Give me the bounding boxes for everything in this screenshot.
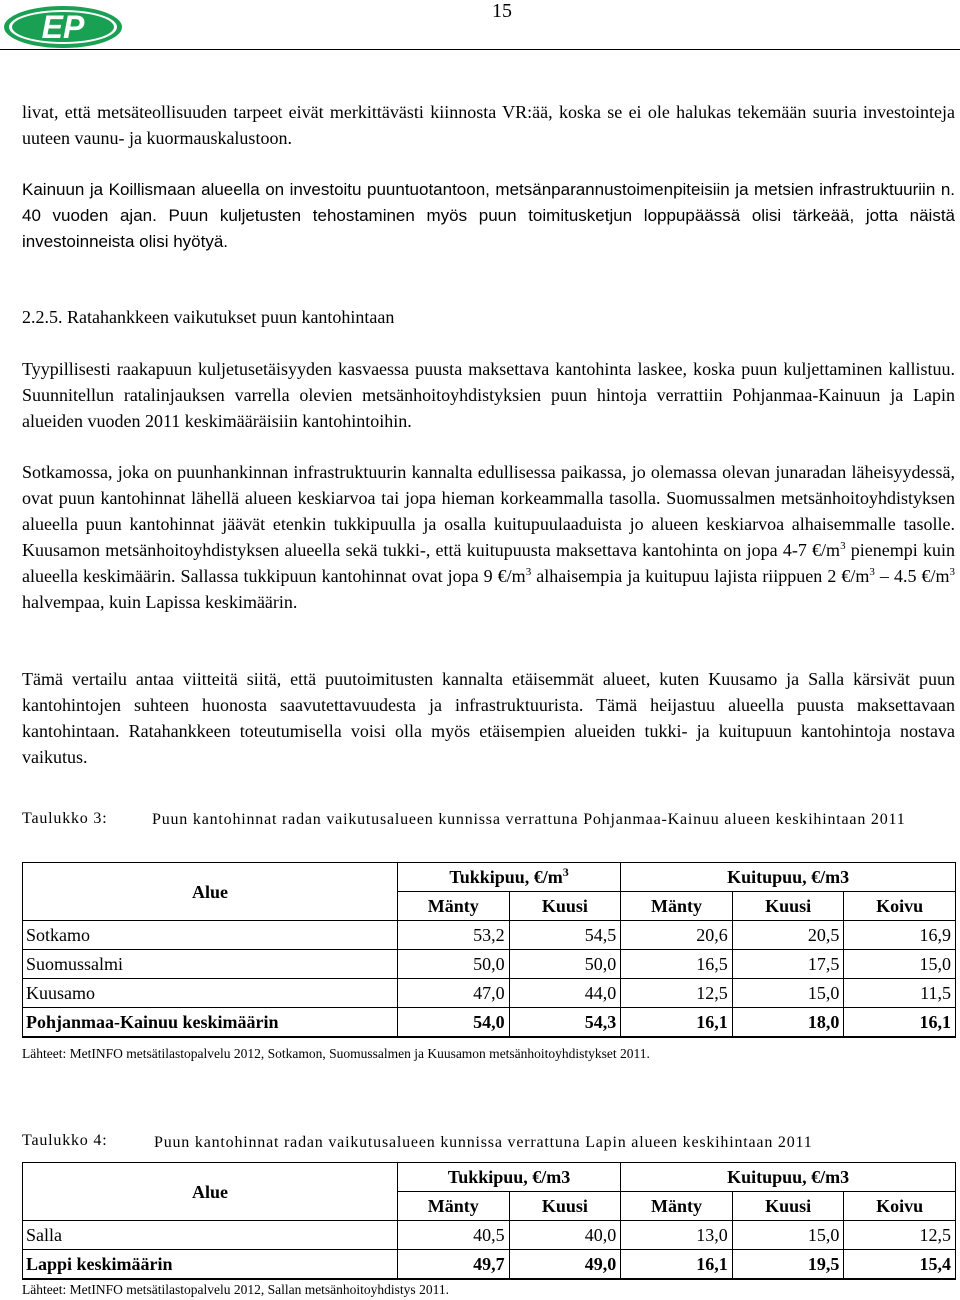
p4-text-3: alhaisempia ja kuitupuu lajista riippuen 2 €/m: [531, 566, 870, 586]
col-header-area: Alue: [23, 863, 398, 921]
p4-text-2: pienempi kuin alueella keskimäärin. Sallassa tukkipuun kantohinnat ovat jopa 9 €/m: [22, 540, 955, 586]
cell-value: 54,5: [509, 921, 621, 950]
table-row-average: [23, 1008, 956, 1038]
sub-manty: Mänty: [398, 892, 510, 921]
p4-sup-3: 3: [869, 566, 875, 578]
table-4-source: Lähteet: MetINFO metsätilastopalvelu 2012, Sallan metsänhoitoyhdistys 2011.: [22, 1282, 449, 1297]
sub-kuusi: Kuusi: [509, 1192, 621, 1221]
p4-text-5: halvempaa, kuin Lapissa keskimäärin.: [22, 592, 298, 612]
table-header-row: [23, 863, 956, 892]
table-row: [23, 979, 956, 1008]
cell-value: 16,1: [621, 1250, 733, 1280]
cell-value: 15,4: [844, 1250, 956, 1280]
paragraph-2-part-b: Puun kuljetusten tehostaminen myös puun toimitusketjun loppupäässä olisi tärkeää, jotta näistä investoinneista olisi hyötyä.: [22, 206, 955, 251]
sub-koivu: Koivu: [844, 1192, 956, 1221]
table-row: [23, 950, 956, 979]
cell-value: 49,0: [509, 1250, 621, 1280]
row-area: Pohjanmaa-Kainuu keskimäärin: [23, 1008, 398, 1038]
cell-value: 19,5: [732, 1250, 844, 1280]
cell-value: 54,3: [509, 1008, 621, 1038]
cell-value: 17,5: [732, 950, 844, 979]
p4-text-4: – 4.5 €/m: [874, 566, 950, 586]
cell-value: 40,5: [398, 1221, 510, 1250]
sub-kuusi: Kuusi: [509, 892, 621, 921]
table-3-label: Taulukko 3:: [22, 810, 108, 827]
table-4: [22, 1162, 956, 1280]
table-4-label: Taulukko 4:: [22, 1132, 108, 1149]
table-header-row: [23, 1163, 956, 1192]
cell-value: 16,9: [844, 921, 956, 950]
cell-value: 49,7: [398, 1250, 510, 1280]
paragraph-3: Tyypillisesti raakapuun kuljetusetäisyyden kasvaessa puusta maksettava kantohinta laskee, koska puun kuljettaminen kallistuu. Suunnitellun ratalinjauksen varrella olevien metsänhoitoyhdistyksien puun hintoja verrattiin Pohjanmaa-Kainuun ja Lapin alueiden vuoden 2011 keskimääräisiin kantohintoihin.: [22, 359, 955, 431]
cell-value: 47,0: [398, 979, 510, 1008]
col-group-tukkipuu: [398, 863, 621, 892]
cell-value: 20,6: [621, 921, 733, 950]
row-area: Sotkamo: [23, 921, 398, 950]
cell-value: 20,5: [732, 921, 844, 950]
ep-logo: [2, 2, 124, 50]
row-area: Salla: [23, 1221, 398, 1250]
p4-sup-2: 3: [525, 566, 532, 578]
cell-value: 11,5: [844, 979, 956, 1008]
cell-value: 15,0: [732, 1221, 844, 1250]
p4-text-1: Sotkamossa, joka on puunhankinnan infrastruktuurin kannalta edullisessa paikassa, jo olemassa olevan junaradan läheisyydessä, ovat puun kantohinnat lähellä alueen keskiarvoa tai jopa hieman korkeammalla tasolla. Suomussalmen metsänhoitoyhdistyksen alueella puun kantohinnat jäävät etenkin tukkipuulla ja osalla kuitupuulaaduista jo alueen keskiarvoa alhaisemmalle tasolle. Kuusamon metsänhoitoyhdistyksen alueella sekä tukki-, että kuitupuusta maksettava kantohinta on jopa 4-7 €/m: [22, 462, 955, 560]
sub-kuusi: Kuusi: [732, 892, 844, 921]
table-row: [23, 921, 956, 950]
paragraph-2: [22, 177, 955, 255]
cell-value: 50,0: [509, 950, 621, 979]
sub-koivu: Koivu: [844, 892, 956, 921]
p4-sup-4: 3: [949, 566, 956, 578]
sub-kuusi: Kuusi: [732, 1192, 844, 1221]
paragraph-1: livat, että metsäteollisuuden tarpeet eivät merkittävästi kiinnosta VR:ää, koska se ei ole halukas tekemään suuria investointeja uuteen vaunu- ja kuormauskalustoon.: [22, 102, 955, 148]
tukkipuu-sup: 3: [562, 865, 569, 879]
cell-value: 16,1: [844, 1008, 956, 1038]
paragraph-4: [22, 459, 955, 615]
col-header-area: Alue: [23, 1163, 398, 1221]
sub-manty: Mänty: [398, 1192, 510, 1221]
table-4-caption: Puun kantohinnat radan vaikutusalueen kunnissa verrattuna Lapin alueen keskihintaan 2011: [154, 1134, 813, 1151]
section-heading: 2.2.5. Ratahankkeen vaikutukset puun kantohintaan: [22, 307, 395, 327]
cell-value: 18,0: [732, 1008, 844, 1038]
cell-value: 15,0: [732, 979, 844, 1008]
table-3-caption: Puun kantohinnat radan vaikutusalueen kunnissa verrattuna Pohjanmaa-Kainuu alueen keskihintaan 2011: [152, 811, 906, 828]
cell-value: 13,0: [621, 1221, 733, 1250]
cell-value: 12,5: [844, 1221, 956, 1250]
cell-value: 40,0: [509, 1221, 621, 1250]
sub-manty: Mänty: [621, 892, 733, 921]
cell-value: 15,0: [844, 950, 956, 979]
cell-value: 44,0: [509, 979, 621, 1008]
cell-value: 16,1: [621, 1008, 733, 1038]
row-area: Suomussalmi: [23, 950, 398, 979]
page-number: 15: [492, 0, 512, 22]
col-group-kuitupuu: Kuitupuu, €/m3: [621, 863, 956, 892]
paragraph-2-part-a: Kainuun ja Koillismaan alueella on investoitu puuntuotantoon, metsänparannustoimenpiteisiin ja metsien infrastruktuuriin n. 40 vuoden ajan.: [22, 180, 955, 225]
table-row-average: [23, 1250, 956, 1280]
sub-manty: Mänty: [621, 1192, 733, 1221]
cell-value: 50,0: [398, 950, 510, 979]
paragraph-5: Tämä vertailu antaa viitteitä siitä, että puutoimitusten kannalta etäisemmät alueet, kuten Kuusamo ja Salla kärsivät puun kantohintojen suhteen huonosta saavutettavuudesta ja infrastruktuurista. Tämä heijastuu alueella puusta maksettavaan kantohintaan. Ratahankkeen toteutumisella voisi olla myös etäisempien alueiden tukki- ja kuitupuun kantohintoja nostava vaikutus.: [22, 669, 955, 767]
tukkipuu-label: Tukkipuu, €/m: [449, 867, 563, 887]
p4-sup-1: 3: [840, 540, 846, 552]
header-rule: [0, 49, 960, 50]
cell-value: 54,0: [398, 1008, 510, 1038]
table-3-source: Lähteet: MetINFO metsätilastopalvelu 2012, Sotkamon, Suomussalmen ja Kuusamon metsänhoitoyhdistykset 2011.: [22, 1046, 650, 1061]
row-area: Lappi keskimäärin: [23, 1250, 398, 1280]
table-row: [23, 1221, 956, 1250]
table-3: [22, 862, 956, 1038]
cell-value: 53,2: [398, 921, 510, 950]
row-area: Kuusamo: [23, 979, 398, 1008]
cell-value: 12,5: [621, 979, 733, 1008]
cell-value: 16,5: [621, 950, 733, 979]
col-group-tukkipuu: Tukkipuu, €/m3: [398, 1163, 621, 1192]
col-group-kuitupuu: Kuitupuu, €/m3: [621, 1163, 956, 1192]
logo-text: EP: [41, 9, 85, 45]
